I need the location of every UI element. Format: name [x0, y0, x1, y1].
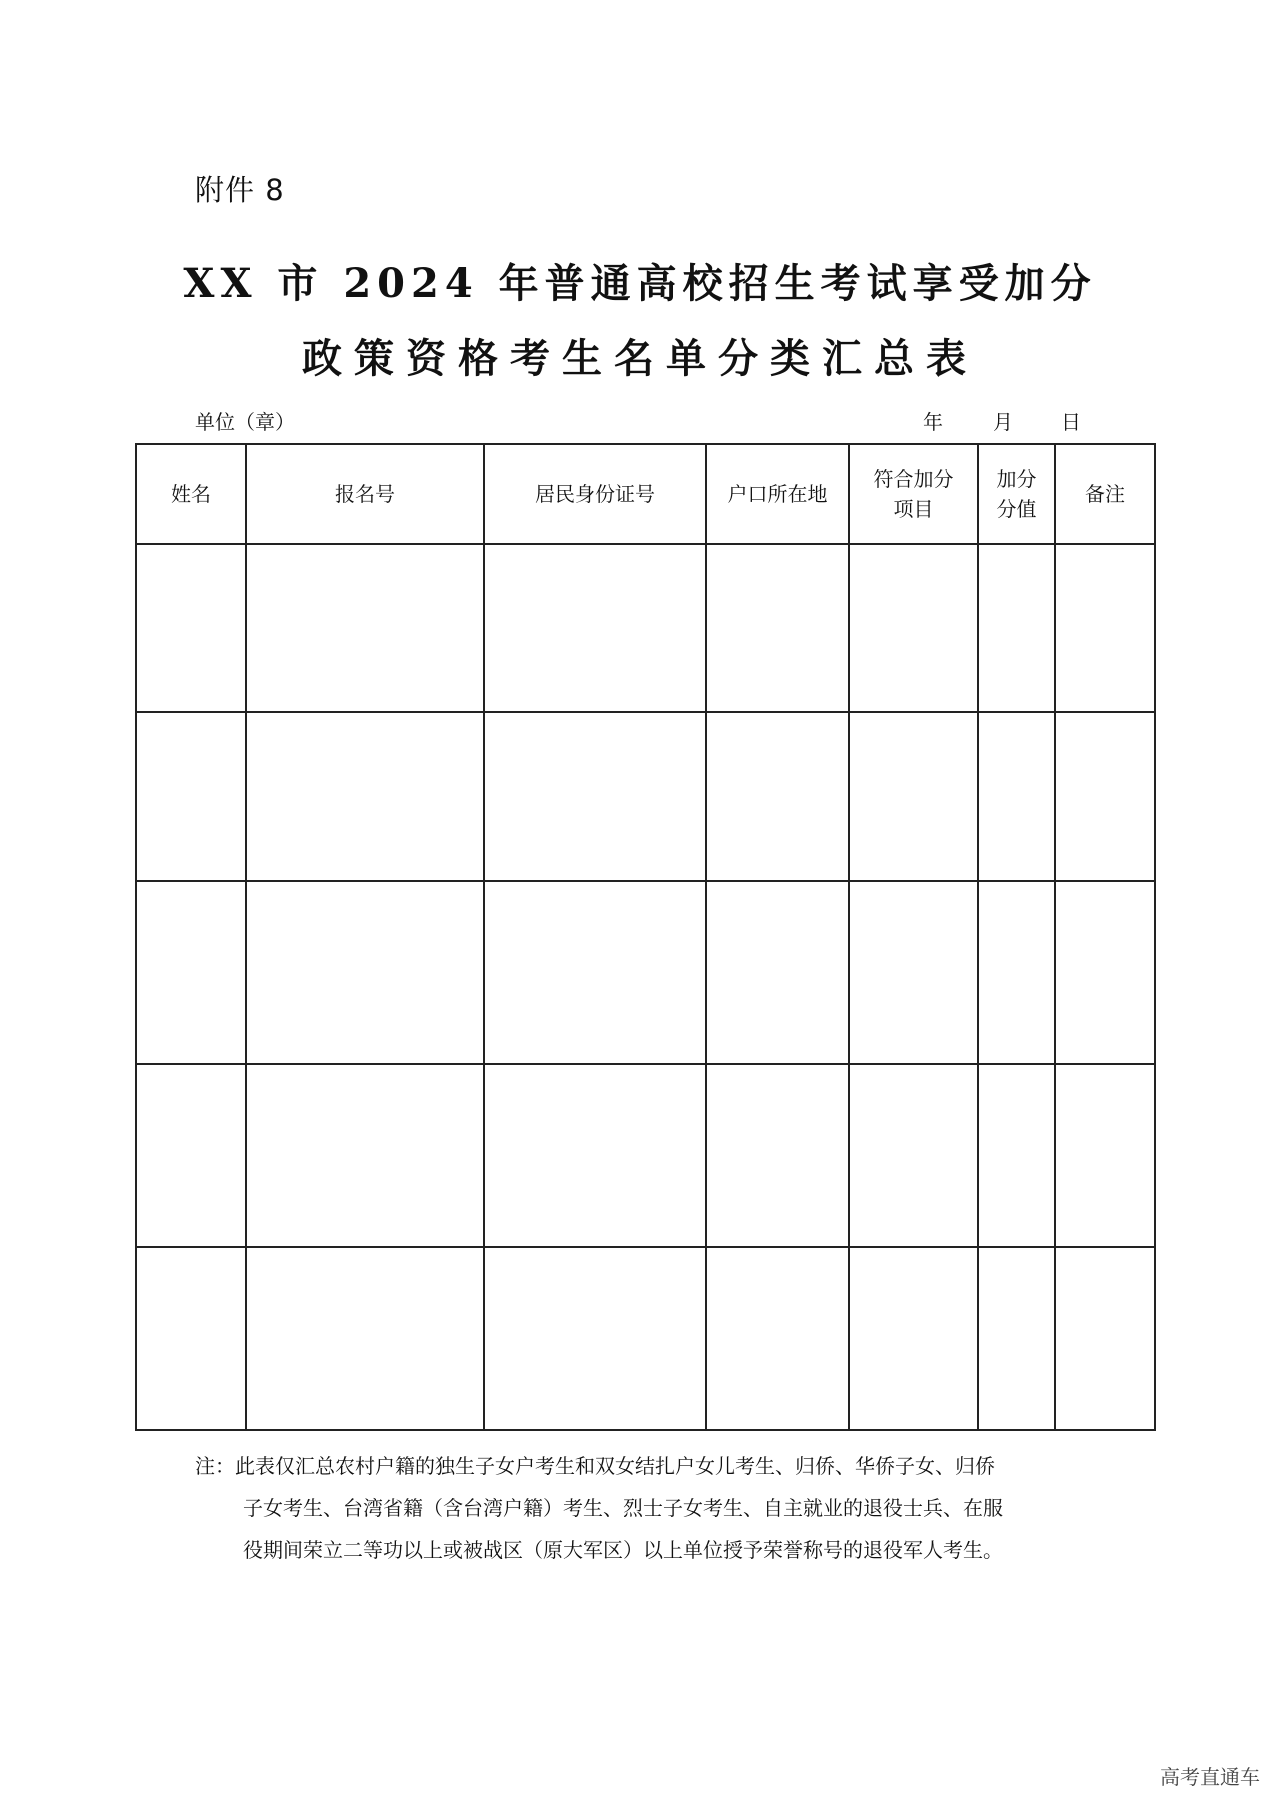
cell-hukou-location[interactable]: [706, 712, 849, 881]
cell-bonus-item[interactable]: [849, 1064, 978, 1247]
cell-name[interactable]: [136, 544, 246, 712]
candidate-roster-table: [135, 443, 1156, 1431]
cell-registration-no[interactable]: [246, 1247, 484, 1430]
cell-remarks[interactable]: [1055, 712, 1155, 881]
cell-bonus-value[interactable]: [978, 712, 1055, 881]
footnote-line-1: 注：此表仅汇总农村户籍的独生子女户考生和双女结扎户女儿考生、归侨、华侨子女、归侨: [195, 1454, 995, 1478]
table-header-row: [136, 444, 1155, 544]
cell-remarks[interactable]: [1055, 881, 1155, 1064]
cell-name[interactable]: [136, 881, 246, 1064]
cell-id-number[interactable]: [484, 1064, 706, 1247]
table-row: [136, 881, 1155, 1064]
cell-hukou-location[interactable]: [706, 544, 849, 712]
header-name: 姓名: [136, 444, 246, 544]
cell-remarks[interactable]: [1055, 544, 1155, 712]
cell-registration-no[interactable]: [246, 712, 484, 881]
unit-seal-label: 单位（章）: [195, 410, 295, 434]
table-row: [136, 544, 1155, 712]
attachment-label: 附件 8: [195, 173, 285, 207]
cell-id-number[interactable]: [484, 881, 706, 1064]
cell-registration-no[interactable]: [246, 881, 484, 1064]
table-row: [136, 1247, 1155, 1430]
header-bonus-value-line-1: 加分: [996, 467, 1037, 491]
cell-bonus-value[interactable]: [978, 1247, 1055, 1430]
cell-bonus-value[interactable]: [978, 544, 1055, 712]
header-bonus-item-line-1: 符合加分: [873, 467, 954, 491]
header-hukou-location: 户口所在地: [706, 444, 849, 544]
cell-name[interactable]: [136, 1247, 246, 1430]
header-id-number: 居民身份证号: [484, 444, 706, 544]
document-title-line-1: XX 市 2024 年普通高校招生考试享受加分: [183, 260, 1097, 307]
cell-registration-no[interactable]: [246, 1064, 484, 1247]
table-row: [136, 712, 1155, 881]
watermark-text: 高考直通车: [1160, 1765, 1260, 1789]
cell-hukou-location[interactable]: [706, 881, 849, 1064]
document-title-line-2: 政策资格考生名单分类汇总表: [302, 335, 978, 382]
cell-name[interactable]: [136, 1064, 246, 1247]
cell-bonus-item[interactable]: [849, 544, 978, 712]
cell-bonus-item[interactable]: [849, 881, 978, 1064]
cell-id-number[interactable]: [484, 544, 706, 712]
cell-id-number[interactable]: [484, 1247, 706, 1430]
header-bonus-value: [978, 444, 1055, 544]
table-row: [136, 1064, 1155, 1247]
cell-id-number[interactable]: [484, 712, 706, 881]
footnote-line-2: 子女考生、台湾省籍（含台湾户籍）考生、烈士子女考生、自主就业的退役士兵、在服: [243, 1496, 1003, 1520]
cell-name[interactable]: [136, 712, 246, 881]
cell-remarks[interactable]: [1055, 1247, 1155, 1430]
header-bonus-item: [849, 444, 978, 544]
header-remarks: 备注: [1055, 444, 1155, 544]
cell-hukou-location[interactable]: [706, 1247, 849, 1430]
date-year-label: 年: [923, 410, 943, 434]
cell-bonus-item[interactable]: [849, 1247, 978, 1430]
cell-remarks[interactable]: [1055, 1064, 1155, 1247]
footnote-line-3: 役期间荣立二等功以上或被战区（原大军区）以上单位授予荣誉称号的退役军人考生。: [243, 1538, 1003, 1562]
cell-hukou-location[interactable]: [706, 1064, 849, 1247]
header-bonus-value-line-2: 分值: [996, 497, 1037, 521]
header-bonus-item-line-2: 项目: [893, 497, 934, 521]
cell-bonus-value[interactable]: [978, 881, 1055, 1064]
date-month-label: 月: [993, 410, 1013, 434]
cell-bonus-item[interactable]: [849, 712, 978, 881]
cell-bonus-value[interactable]: [978, 1064, 1055, 1247]
footnote: [195, 1445, 1095, 1571]
date-day-label: 日: [1061, 410, 1081, 434]
header-registration-no: 报名号: [246, 444, 484, 544]
cell-registration-no[interactable]: [246, 544, 484, 712]
